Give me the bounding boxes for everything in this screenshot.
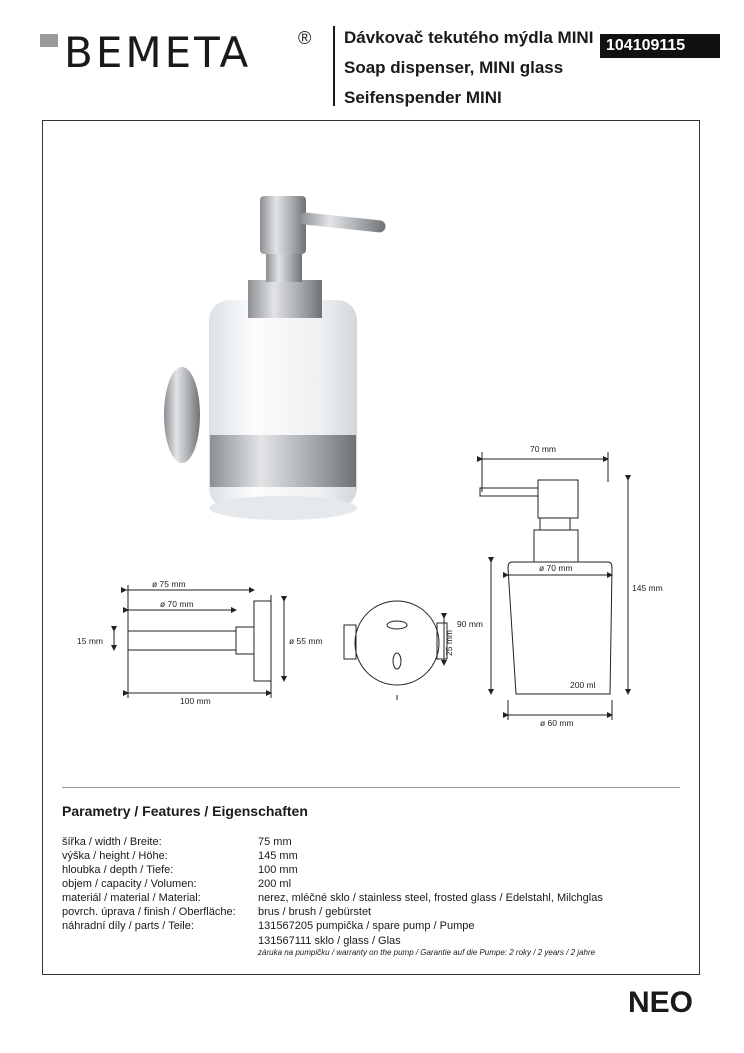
spec-label: objem / capacity / Volumen: bbox=[62, 878, 197, 890]
spec-label: šířka / width / Breite: bbox=[62, 836, 162, 848]
dim-front-width: 70 mm bbox=[530, 444, 556, 454]
spec-value: nerez, mléčné sklo / stainless steel, frosted glass / Edelstahl, Milchglas bbox=[258, 892, 603, 904]
brand-logo bbox=[38, 24, 318, 84]
spec-label: materiál / material / Material: bbox=[62, 892, 201, 904]
series-name: NEO bbox=[628, 986, 694, 1019]
dim-total-height: 145 mm bbox=[632, 583, 663, 593]
dim-flange: ø 55 mm bbox=[289, 636, 323, 646]
warranty-note: záruka na pumpičku / warranty on the pump / Garantie auf die Pumpe: 2 roky / 2 years / 2 jahre bbox=[258, 948, 596, 957]
dim-front-body: ø 70 mm bbox=[539, 563, 573, 573]
dim-front-height: 90 mm bbox=[457, 619, 483, 629]
dim-holes: 25 mm bbox=[444, 630, 454, 656]
back-view bbox=[344, 601, 447, 700]
dim-arm-height: 15 mm bbox=[77, 636, 103, 646]
spec-value: brus / brush / gebürstet bbox=[258, 906, 372, 918]
title-cz: Dávkovač tekutého mýdla MINI bbox=[344, 28, 594, 47]
spec-label: výška / height / Höhe: bbox=[62, 850, 168, 862]
dim-volume: 200 ml bbox=[570, 680, 596, 690]
dim-base: ø 60 mm bbox=[540, 718, 574, 728]
title-en: Soap dispenser, MINI glass bbox=[344, 58, 564, 77]
spec-label: povrch. úprava / finish / Oberfläche: bbox=[62, 906, 236, 918]
front-view bbox=[480, 452, 628, 720]
dim-side-outer: ø 75 mm bbox=[152, 579, 186, 589]
side-view bbox=[114, 585, 284, 698]
spec-value: 75 mm bbox=[258, 836, 292, 848]
header-divider bbox=[333, 26, 335, 106]
spec-value: 200 ml bbox=[258, 878, 292, 890]
spec-value: 131567205 pumpička / spare pump / Pumpe bbox=[258, 920, 475, 932]
dim-side-depth: 100 mm bbox=[180, 696, 211, 706]
logo-text: BEMETA bbox=[64, 28, 252, 77]
features-divider bbox=[62, 787, 680, 788]
title-de: Seifenspender MINI bbox=[344, 88, 502, 107]
features-title: Parametry / Features / Eigenschaften bbox=[62, 803, 308, 819]
spec-value: 145 mm bbox=[258, 850, 298, 862]
dim-side-inner: ø 70 mm bbox=[160, 599, 194, 609]
spec-label: hloubka / depth / Tiefe: bbox=[62, 864, 174, 876]
registered-mark: ® bbox=[298, 28, 312, 48]
product-photo bbox=[164, 196, 386, 520]
spec-value: 131567111 sklo / glass / Glas bbox=[258, 935, 401, 947]
spec-value: 100 mm bbox=[258, 864, 298, 876]
product-code-badge: 104109115 bbox=[600, 34, 720, 58]
technical-drawing bbox=[42, 120, 700, 780]
spec-label: náhradní díly / parts / Teile: bbox=[62, 920, 194, 932]
